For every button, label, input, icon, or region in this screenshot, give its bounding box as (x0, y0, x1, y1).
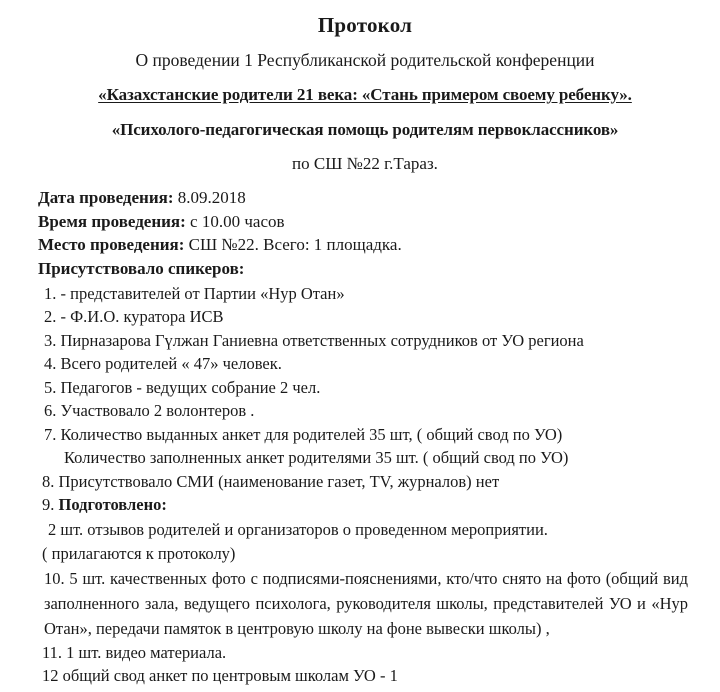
date-value: 8.09.2018 (173, 188, 246, 207)
conference-theme-primary: «Казахстанские родители 21 века: «Стань примером своему ребенку». (98, 85, 632, 104)
prepared-number: 9. (42, 495, 59, 514)
place-label: Место проведения: (38, 235, 185, 254)
date-label: Дата проведения: (38, 188, 174, 207)
list-item: 5. Педагогов - ведущих собрание 2 чел. (44, 377, 321, 397)
list-item: 8. Присутствовало СМИ (наименование газет, TV, журналов) нет (42, 471, 500, 491)
speakers-heading: Присутствовало спикеров: (38, 258, 245, 278)
list-item: 6. Участвовало 2 волонтеров . (44, 401, 255, 420)
list-item: 7. Количество выданных анкет для родителей 35 шт, ( общий свод по УО) (44, 424, 563, 444)
list-item: 11. 1 шт. видео материала. (42, 642, 227, 662)
list-item: 3. Пирназарова Гүлжан Ганиевна ответственных сотрудников от УО региона (44, 330, 584, 350)
conference-venue-line: по СШ №22 г.Тараз. (292, 154, 438, 173)
time-label: Время проведения: (38, 211, 186, 231)
list-item: 12 общий свод анкет по центровым школам УО - 1 (42, 666, 398, 685)
time-value: с 10.00 часов (185, 211, 285, 231)
meta-row-date (38, 186, 692, 210)
list-item: 1. - представителей от Партии «Нур Отан» (44, 283, 345, 303)
prepared-paragraph: 2 шт. отзывов родителей и организаторов о проведенном мероприятии. (48, 519, 548, 539)
meta-row-time (38, 210, 692, 234)
prepared-paragraph-note: ( прилагаются к протоколу) (42, 543, 236, 563)
list-item-prepared (38, 493, 692, 517)
page-title: Протокол (317, 13, 413, 37)
conference-theme-secondary: «Психолого-педагогическая помощь родителям первоклассников» (111, 120, 619, 139)
document-subtitle: О проведении 1 Республиканской родительской конференции (135, 50, 595, 70)
list-item: 4. Всего родителей « 47» человек. (44, 354, 282, 373)
list-item-continuation: Количество заполненных анкет родителями 35 шт. ( общий свод по УО) (64, 448, 569, 467)
list-item: 2. - Ф.И.О. куратора ИСВ (44, 307, 224, 326)
place-value: СШ №22. Всего: 1 площадка. (184, 235, 402, 254)
prepared-label: Подготовлено: (58, 495, 167, 514)
meta-row-place (38, 233, 692, 257)
photos-paragraph: 10. 5 шт. качественных фото с подписями-пояснениями, кто/что снято на фото (общий вид заполненного зала, ведущего психолога, руководителя школы, представителей УО и «Нур Отан», передачи памяток в центровую школу на фоне вывески школы) , (44, 568, 688, 638)
